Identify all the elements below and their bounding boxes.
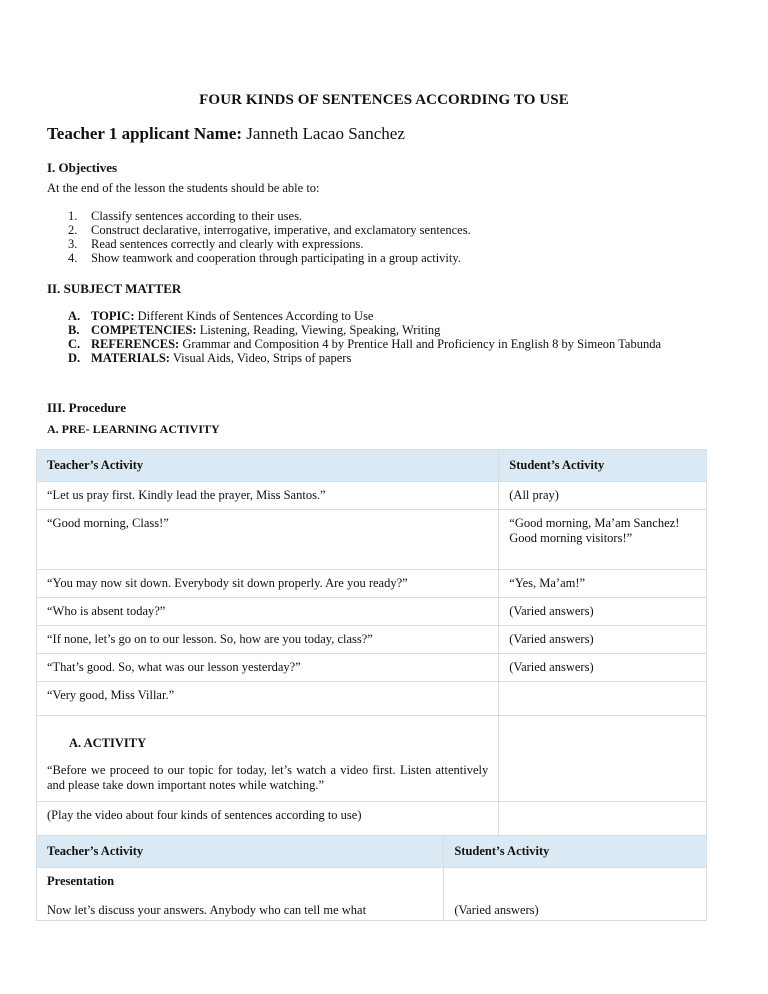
list-item: D. MATERIALS: Visual Aids, Video, Strips of papers: [68, 351, 352, 365]
column-header-student: Student’s Activity: [444, 836, 707, 868]
column-header-teacher: Teacher’s Activity: [37, 450, 499, 482]
table-row: [37, 868, 707, 921]
subject-matter-heading: II. SUBJECT MATTER: [47, 281, 182, 296]
pre-learning-table: [36, 449, 707, 836]
list-item: B. COMPETENCIES: Listening, Reading, Viewing, Speaking, Writing: [68, 323, 441, 337]
applicant-line: [47, 124, 405, 144]
activity-heading: A. ACTIVITY: [69, 736, 147, 750]
presentation-table: [36, 835, 707, 921]
table-row: “If none, let’s go on to our lesson. So, how are you today, class?” (Varied answers): [37, 626, 707, 654]
presentation-heading: Presentation: [47, 874, 115, 888]
presentation-text: Now let’s discuss your answers. Anybody who can tell me what: [47, 903, 367, 917]
table-row: “Very good, Miss Villar.”: [37, 682, 707, 716]
list-item: C. REFERENCES: Grammar and Composition 4 by Prentice Hall and Proficiency in English 8 by Simeon Tabunda: [68, 337, 662, 351]
table-row: [37, 802, 707, 836]
activity-row: [37, 716, 707, 802]
list-item: 3. Read sentences correctly and clearly with expressions.: [68, 237, 364, 251]
objectives-list: [47, 209, 727, 265]
pre-learning-heading: A. PRE- LEARNING ACTIVITY: [47, 422, 220, 436]
list-item: A. TOPIC: Different Kinds of Sentences According to Use: [68, 309, 374, 323]
table-header-row: [37, 836, 707, 868]
table-row: “Who is absent today?” (Varied answers): [37, 598, 707, 626]
table-row: “That’s good. So, what was our lesson yesterday?” (Varied answers): [37, 654, 707, 682]
applicant-label: Teacher 1 applicant Name:: [47, 124, 243, 143]
column-header-teacher: Teacher’s Activity: [37, 836, 444, 868]
table-header-row: [37, 450, 707, 482]
list-item: 1. Classify sentences according to their uses.: [68, 209, 303, 223]
procedure-heading: III. Procedure: [47, 400, 126, 415]
table-row: “Let us pray first. Kindly lead the prayer, Miss Santos.” (All pray): [37, 482, 707, 510]
column-header-student: Student’s Activity: [499, 450, 707, 482]
activity-text: “Before we proceed to our topic for today, let’s watch a video first. Listen attentively and please take down important notes while watching.”: [47, 763, 489, 792]
subject-matter-list: [47, 309, 727, 365]
objectives-intro: At the end of the lesson the students should be able to:: [47, 181, 320, 195]
document-title: FOUR KINDS OF SENTENCES ACCORDING TO USE: [199, 92, 569, 108]
presentation-student: (Varied answers): [444, 868, 707, 921]
applicant-name: Janneth Lacao Sanchez: [246, 124, 405, 143]
play-video-note: (Play the video about four kinds of sentences according to use): [37, 802, 499, 836]
table-row: “Good morning, Class!” “Good morning, Ma’am Sanchez! Good morning visitors!”: [37, 510, 707, 570]
objectives-heading: I. Objectives: [47, 160, 118, 175]
list-item: 4. Show teamwork and cooperation through participating in a group activity.: [68, 251, 461, 265]
list-item: 2. Construct declarative, interrogative, imperative, and exclamatory sentences.: [68, 223, 471, 237]
table-row: “You may now sit down. Everybody sit down properly. Are you ready?” “Yes, Ma’am!”: [37, 570, 707, 598]
